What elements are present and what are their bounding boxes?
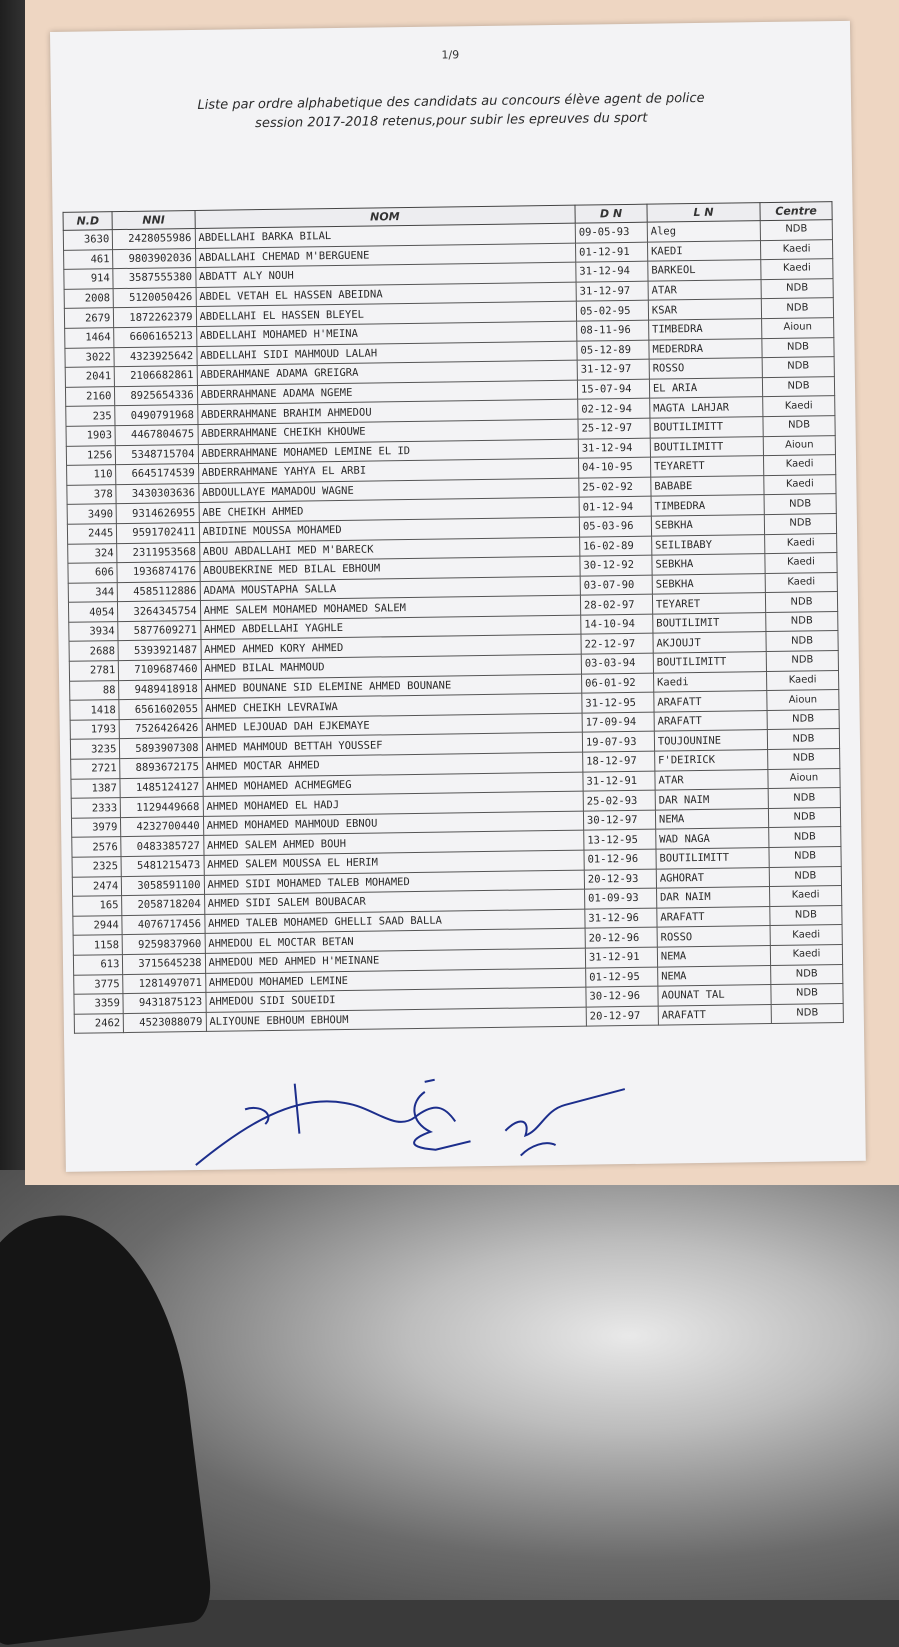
- cell-nd: 2688: [69, 641, 119, 661]
- cell-nom: AHMEDOU SIDI SOUEIDI: [206, 987, 587, 1012]
- cell-nom: AHMED AHMED KORY AHMED: [201, 635, 582, 660]
- cell-nom: AHMED TALEB MOHAMED GHELLI SAAD BALLA: [204, 909, 585, 934]
- cell-nom: AHMED CHEIKH LEVRAIWA: [201, 693, 582, 718]
- document-page: [50, 21, 866, 1172]
- cell-nd: 2944: [73, 915, 123, 935]
- cell-dn: 08-11-96: [577, 320, 649, 341]
- cell-nd: 2474: [72, 876, 122, 896]
- cell-nni: 5120050426: [113, 287, 195, 308]
- cell-nom: AHMED SALEM MOUSSA EL HERIM: [204, 850, 585, 875]
- cell-nni: 9803902036: [113, 248, 195, 269]
- cell-ln: TIMBEDRA: [651, 495, 764, 516]
- cell-ln: ATAR: [648, 279, 761, 300]
- cell-ln: MEDERDRA: [649, 338, 762, 359]
- cell-nni: 4523088079: [124, 1012, 206, 1033]
- cell-nd: 88: [70, 680, 120, 700]
- cell-nd: 2333: [71, 798, 121, 818]
- cell-nom: ABDOULLAYE MAMADOU WAGNE: [198, 478, 579, 503]
- title-line-2: session 2017-2018 retenus,pour subir les epreuves du sport: [255, 110, 648, 132]
- cell-nd: 2781: [69, 661, 119, 681]
- cell-dn: 05-02-95: [576, 301, 648, 322]
- cell-nd: 2041: [65, 367, 115, 387]
- cell-dn: 03-07-90: [580, 575, 652, 596]
- cell-dn: 06-01-92: [581, 673, 653, 694]
- cell-dn: 17-09-94: [582, 712, 654, 733]
- cell-nom: ABDERRAHMANE ADAMA NGEME: [197, 380, 578, 405]
- cell-nni: 3264345754: [118, 601, 200, 622]
- cell-ln: BOUTILIMITT: [656, 848, 769, 869]
- candidates-table: [63, 201, 844, 1034]
- cell-nni: 6645174539: [116, 464, 198, 485]
- header-ln: L N: [647, 203, 760, 223]
- cell-nd: 2721: [71, 759, 121, 779]
- cell-nni: 8925654336: [115, 385, 197, 406]
- cell-nom: ABE CHEIKH AHMED: [199, 497, 580, 522]
- cell-dn: 31-12-91: [583, 771, 655, 792]
- cell-nom: ABDERRAHMANE CHEIKH KHOUWE: [198, 419, 579, 444]
- cell-centre: NDB: [763, 416, 835, 437]
- cell-nd: 1256: [66, 445, 116, 465]
- cell-dn: 18-12-97: [583, 751, 655, 772]
- cell-nom: AHMEDOU MOHAMED LEMINE: [205, 968, 586, 993]
- cell-nom: ABDEL VETAH EL HASSEN ABEIDNA: [196, 282, 577, 307]
- cell-nom: AHMED MAHMOUD BETTAH YOUSSEF: [202, 733, 583, 758]
- cell-nd: 1793: [70, 719, 120, 739]
- cell-nni: 9259837960: [122, 934, 204, 955]
- cell-dn: 14-10-94: [581, 614, 653, 635]
- cell-ln: BOUTILIMITT: [650, 436, 763, 457]
- cell-nd: 3235: [70, 739, 120, 759]
- cell-centre: Kaedi: [770, 944, 842, 965]
- header-nd: N.D: [63, 212, 113, 231]
- cell-centre: NDB: [762, 376, 834, 397]
- cell-ln: NEMA: [657, 946, 770, 967]
- cell-nd: 110: [67, 465, 117, 485]
- cell-dn: 01-12-96: [584, 849, 656, 870]
- cell-nom: AHMED BOUNANE SID ELEMINE AHMED BOUNANE: [201, 674, 582, 699]
- cell-dn: 01-12-94: [579, 496, 651, 517]
- cell-ln: NEMA: [655, 808, 768, 829]
- cell-nd: 613: [73, 955, 123, 975]
- cell-nni: 4232700440: [121, 816, 203, 837]
- cell-nni: 5893907308: [120, 738, 202, 759]
- cell-nom: ABOU ABDALLAHI MED M'BARECK: [199, 537, 580, 562]
- header-dn: D N: [575, 204, 647, 223]
- cell-nd: 461: [64, 249, 114, 269]
- cell-nni: 6561602055: [119, 699, 201, 720]
- cell-nom: ABDERAHMANE ADAMA GREIGRA: [197, 360, 578, 385]
- cell-centre: Kaedi: [763, 455, 835, 476]
- cell-nni: 0490791968: [115, 405, 197, 426]
- cell-nni: 4585112886: [118, 581, 200, 602]
- cell-dn: 25-02-92: [579, 477, 651, 498]
- cell-nd: 378: [67, 484, 117, 504]
- cell-nni: 3430303636: [116, 483, 198, 504]
- cell-centre: NDB: [762, 357, 834, 378]
- cell-nom: AHMED LEJOUAD DAH EJKEMAYE: [202, 713, 583, 738]
- cell-ln: BOUTILIMITT: [653, 652, 766, 673]
- cell-centre: Aioun: [768, 768, 840, 789]
- cell-centre: NDB: [771, 1003, 843, 1024]
- cell-centre: Aioun: [767, 690, 839, 711]
- cell-nom: AHMED SIDI SALEM BOUBACAR: [204, 889, 585, 914]
- cell-nd: 2160: [65, 386, 115, 406]
- header-nni: NNI: [112, 210, 194, 229]
- cell-centre: NDB: [766, 611, 838, 632]
- cell-dn: 31-12-96: [585, 908, 657, 929]
- cell-nom: ABDELLAHI MOHAMED H'MEINA: [196, 321, 577, 346]
- cell-nd: 3359: [74, 994, 124, 1014]
- cell-nd: 2576: [72, 837, 122, 857]
- cell-centre: NDB: [764, 513, 836, 534]
- cell-dn: 03-03-94: [581, 653, 653, 674]
- cell-nni: 9431875123: [123, 993, 205, 1014]
- cell-ln: TOUJOUNINE: [654, 730, 767, 751]
- cell-nni: 7526426426: [119, 718, 201, 739]
- cell-ln: ARAFATT: [654, 691, 767, 712]
- cell-centre: Kaedi: [770, 925, 842, 946]
- cell-nom: AHMED SALEM AHMED BOUH: [203, 831, 584, 856]
- cell-dn: 30-12-96: [586, 986, 658, 1007]
- cell-nom: AHMED MOCTAR AHMED: [202, 752, 583, 777]
- cell-dn: 31-12-94: [576, 261, 648, 282]
- cell-nom: AHMED SIDI MOHAMED TALEB MOHAMED: [204, 870, 585, 895]
- cell-ln: BABABE: [651, 475, 764, 496]
- cell-dn: 25-02-93: [583, 790, 655, 811]
- cell-nni: 2058718204: [122, 895, 204, 916]
- cell-ln: DAR NAIM: [656, 887, 769, 908]
- cell-nom: ABOUBEKRINE MED BILAL EBHOUM: [199, 556, 580, 581]
- cell-ln: AKJOUJT: [653, 632, 766, 653]
- cell-nni: 3058591100: [122, 875, 204, 896]
- cell-centre: NDB: [770, 905, 842, 926]
- cell-nd: 3979: [71, 817, 121, 837]
- cell-ln: NEMA: [658, 965, 771, 986]
- cell-nd: 3934: [69, 621, 119, 641]
- cell-ln: ROSSO: [657, 926, 770, 947]
- cell-nom: ABDALLAHI CHEMAD M'BERGUENE: [195, 243, 576, 268]
- cell-nni: 1485124127: [120, 777, 202, 798]
- cell-nni: 5877609271: [118, 620, 200, 641]
- cell-nom: AHMED BILAL MAHMOUD: [201, 654, 582, 679]
- cell-centre: NDB: [769, 847, 841, 868]
- cell-dn: 31-12-95: [582, 692, 654, 713]
- cell-centre: Kaedi: [763, 396, 835, 417]
- cell-centre: NDB: [764, 494, 836, 515]
- cell-centre: Kaedi: [765, 572, 837, 593]
- cell-nd: 3490: [67, 504, 117, 524]
- cell-nom: AHMED ABDELLAHI YAGHLE: [200, 615, 581, 640]
- cell-ln: TEYARET: [652, 593, 765, 614]
- cell-nom: AHMEDOU MED AHMED H'MEINANE: [205, 948, 586, 973]
- cell-centre: NDB: [769, 827, 841, 848]
- cell-dn: 20-12-93: [584, 869, 656, 890]
- cell-nni: 6606165213: [114, 326, 196, 347]
- cell-centre: Kaedi: [760, 239, 832, 260]
- cell-centre: NDB: [761, 278, 833, 299]
- cell-nd: 1158: [73, 935, 123, 955]
- cell-ln: SEBKHA: [652, 573, 765, 594]
- cell-ln: SEILIBABY: [651, 534, 764, 555]
- cell-centre: NDB: [768, 807, 840, 828]
- cell-nni: 1129449668: [121, 797, 203, 818]
- document-title: [91, 87, 811, 135]
- cell-ln: ARAFATT: [657, 906, 770, 927]
- cell-dn: 20-12-96: [585, 927, 657, 948]
- cell-nom: ABDELLAHI EL HASSEN BLEYEL: [196, 302, 577, 327]
- cell-nd: 2325: [72, 857, 122, 877]
- cell-nd: 235: [66, 406, 116, 426]
- cell-nni: 9489418918: [119, 679, 201, 700]
- cell-nom: ABDERRAHMANE BRAHIM AHMEDOU: [197, 400, 578, 425]
- cell-nni: 3715645238: [123, 953, 205, 974]
- cell-nd: 165: [73, 896, 123, 916]
- cell-nom: AHMEDOU EL MOCTAR BETAN: [205, 928, 586, 953]
- cell-nd: 2462: [74, 1013, 124, 1033]
- cell-nd: 1464: [65, 328, 115, 348]
- cell-nom: AHMED MOHAMED MAHMOUD EBNOU: [203, 811, 584, 836]
- cell-nni: 4467804675: [115, 424, 197, 445]
- cell-nni: 8893672175: [120, 757, 202, 778]
- cell-nd: 324: [68, 543, 118, 563]
- cell-nni: 5348715704: [116, 444, 198, 465]
- cell-dn: 09-05-93: [575, 222, 647, 243]
- table-body: [63, 220, 843, 1034]
- cell-nni: 2428055986: [113, 228, 195, 249]
- cell-dn: 05-12-89: [577, 340, 649, 361]
- cell-nni: 2311953568: [117, 542, 199, 563]
- cell-nni: 4323925642: [114, 346, 196, 367]
- cell-dn: 19-07-93: [582, 732, 654, 753]
- cell-dn: 31-12-97: [576, 281, 648, 302]
- cell-ln: ARAFATT: [658, 1004, 771, 1025]
- cell-ln: SEBKHA: [652, 554, 765, 575]
- cell-ln: Kaedi: [653, 671, 766, 692]
- cell-nni: 1936874176: [117, 562, 199, 583]
- cell-centre: NDB: [767, 729, 839, 750]
- cell-nd: 1387: [71, 778, 121, 798]
- cell-centre: NDB: [769, 866, 841, 887]
- cell-nni: 5393921487: [118, 640, 200, 661]
- cell-ln: SEBKHA: [651, 514, 764, 535]
- cell-dn: 01-12-91: [575, 242, 647, 263]
- cell-centre: Aioun: [763, 435, 835, 456]
- cell-nni: 9314626955: [116, 503, 198, 524]
- cell-centre: NDB: [768, 788, 840, 809]
- cell-dn: 31-12-94: [578, 438, 650, 459]
- cell-ln: KSAR: [648, 299, 761, 320]
- cell-dn: 25-12-97: [578, 418, 650, 439]
- cell-nom: ABDERRAHMANE MOHAMED LEMINE EL ID: [198, 439, 579, 464]
- cell-nni: 5481215473: [121, 855, 203, 876]
- page-number: 1/9: [441, 48, 460, 62]
- cell-ln: WAD NAGA: [656, 828, 769, 849]
- cell-ln: ROSSO: [649, 358, 762, 379]
- cell-nd: 2008: [64, 288, 114, 308]
- cell-nom: AHME SALEM MOHAMED MOHAMED SALEM: [200, 595, 581, 620]
- cell-ln: AOUNAT TAL: [658, 985, 771, 1006]
- cell-dn: 22-12-97: [581, 634, 653, 655]
- cell-nd: 3022: [65, 347, 115, 367]
- cell-ln: BARKEOL: [648, 260, 761, 281]
- cell-nni: 0483385727: [121, 836, 203, 857]
- cell-ln: F'DEIRICK: [655, 750, 768, 771]
- cell-ln: EL ARIA: [649, 377, 762, 398]
- cell-ln: TEYARETT: [650, 456, 763, 477]
- cell-dn: 02-12-94: [578, 399, 650, 420]
- cell-nni: 2106682861: [115, 366, 197, 387]
- cell-ln: BOUTILIMIT: [653, 612, 766, 633]
- cell-nom: ABIDINE MOUSSA MOHAMED: [199, 517, 580, 542]
- cell-ln: DAR NAIM: [655, 789, 768, 810]
- handwritten-signatures: [184, 1059, 645, 1175]
- cell-centre: Kaedi: [765, 533, 837, 554]
- cell-nni: 4076717456: [122, 914, 204, 935]
- cell-dn: 05-03-96: [579, 516, 651, 537]
- cell-centre: Kaedi: [766, 670, 838, 691]
- cell-centre: NDB: [766, 631, 838, 652]
- cell-nom: AHMED MOHAMED ACHMEGMEG: [202, 772, 583, 797]
- cell-dn: 01-12-95: [586, 967, 658, 988]
- cell-dn: 01-09-93: [584, 888, 656, 909]
- cell-dn: 15-07-94: [577, 379, 649, 400]
- cell-nd: 2445: [67, 524, 117, 544]
- cell-centre: NDB: [766, 651, 838, 672]
- cell-centre: NDB: [771, 984, 843, 1005]
- cell-centre: NDB: [771, 964, 843, 985]
- cell-nd: 344: [68, 582, 118, 602]
- cell-dn: 20-12-97: [586, 1006, 658, 1027]
- cell-ln: MAGTA LAHJAR: [650, 397, 763, 418]
- cell-nd: 606: [68, 563, 118, 583]
- cell-nni: 1281497071: [123, 973, 205, 994]
- cell-centre: Kaedi: [769, 886, 841, 907]
- cell-nd: 4054: [68, 602, 118, 622]
- cell-centre: Kaedi: [764, 474, 836, 495]
- cell-centre: NDB: [762, 337, 834, 358]
- cell-dn: 28-02-97: [580, 594, 652, 615]
- cell-centre: NDB: [768, 749, 840, 770]
- cell-ln: ATAR: [655, 769, 768, 790]
- cell-nd: 3775: [74, 974, 124, 994]
- cell-nom: ABDELLAHI BARKA BILAL: [195, 223, 576, 248]
- cell-nd: 1903: [66, 426, 116, 446]
- cell-dn: 31-12-91: [585, 947, 657, 968]
- cell-centre: NDB: [760, 220, 832, 241]
- cell-nom: ALIYOUNE EBHOUM EBHOUM: [206, 1007, 587, 1032]
- cell-nd: 3630: [63, 230, 113, 250]
- cell-dn: 13-12-95: [584, 830, 656, 851]
- cell-dn: 04-10-95: [578, 457, 650, 478]
- cell-nom: AHMED MOHAMED EL HADJ: [203, 791, 584, 816]
- cell-centre: NDB: [767, 709, 839, 730]
- cell-ln: Aleg: [647, 221, 760, 242]
- header-centre: Centre: [760, 202, 832, 221]
- title-line-1: Liste par ordre alphabetique des candidats au concours élève agent de police: [197, 90, 705, 113]
- header-nom: NOM: [195, 205, 576, 228]
- cell-dn: 31-12-97: [577, 359, 649, 380]
- cell-ln: BOUTILIMITT: [650, 417, 763, 438]
- cell-nd: 2679: [64, 308, 114, 328]
- cell-ln: ARAFATT: [654, 710, 767, 731]
- cell-centre: Kaedi: [765, 553, 837, 574]
- cell-nni: 9591702411: [117, 522, 199, 543]
- cell-centre: NDB: [765, 592, 837, 613]
- cell-nni: 1872262379: [114, 307, 196, 328]
- cell-nni: 3587555380: [113, 268, 195, 289]
- cell-centre: Aioun: [762, 318, 834, 339]
- cell-ln: AGHORAT: [656, 867, 769, 888]
- cell-nd: 914: [64, 269, 114, 289]
- cell-nd: 1418: [70, 700, 120, 720]
- cell-nom: ABDATT ALY NOUH: [195, 262, 576, 287]
- cell-ln: KAEDI: [647, 240, 760, 261]
- cell-nni: 7109687460: [119, 660, 201, 681]
- cell-dn: 16-02-89: [580, 536, 652, 557]
- cell-centre: NDB: [761, 298, 833, 319]
- cell-nom: ABDERRAHMANE YAHYA EL ARBI: [198, 458, 579, 483]
- cell-centre: Kaedi: [761, 259, 833, 280]
- cell-nom: ABDELLAHI SIDI MAHMOUD LALAH: [196, 341, 577, 366]
- cell-nom: ADAMA MOUSTAPHA SALLA: [200, 576, 581, 601]
- cell-dn: 30-12-97: [583, 810, 655, 831]
- cell-ln: TIMBEDRA: [648, 319, 761, 340]
- cell-dn: 30-12-92: [580, 555, 652, 576]
